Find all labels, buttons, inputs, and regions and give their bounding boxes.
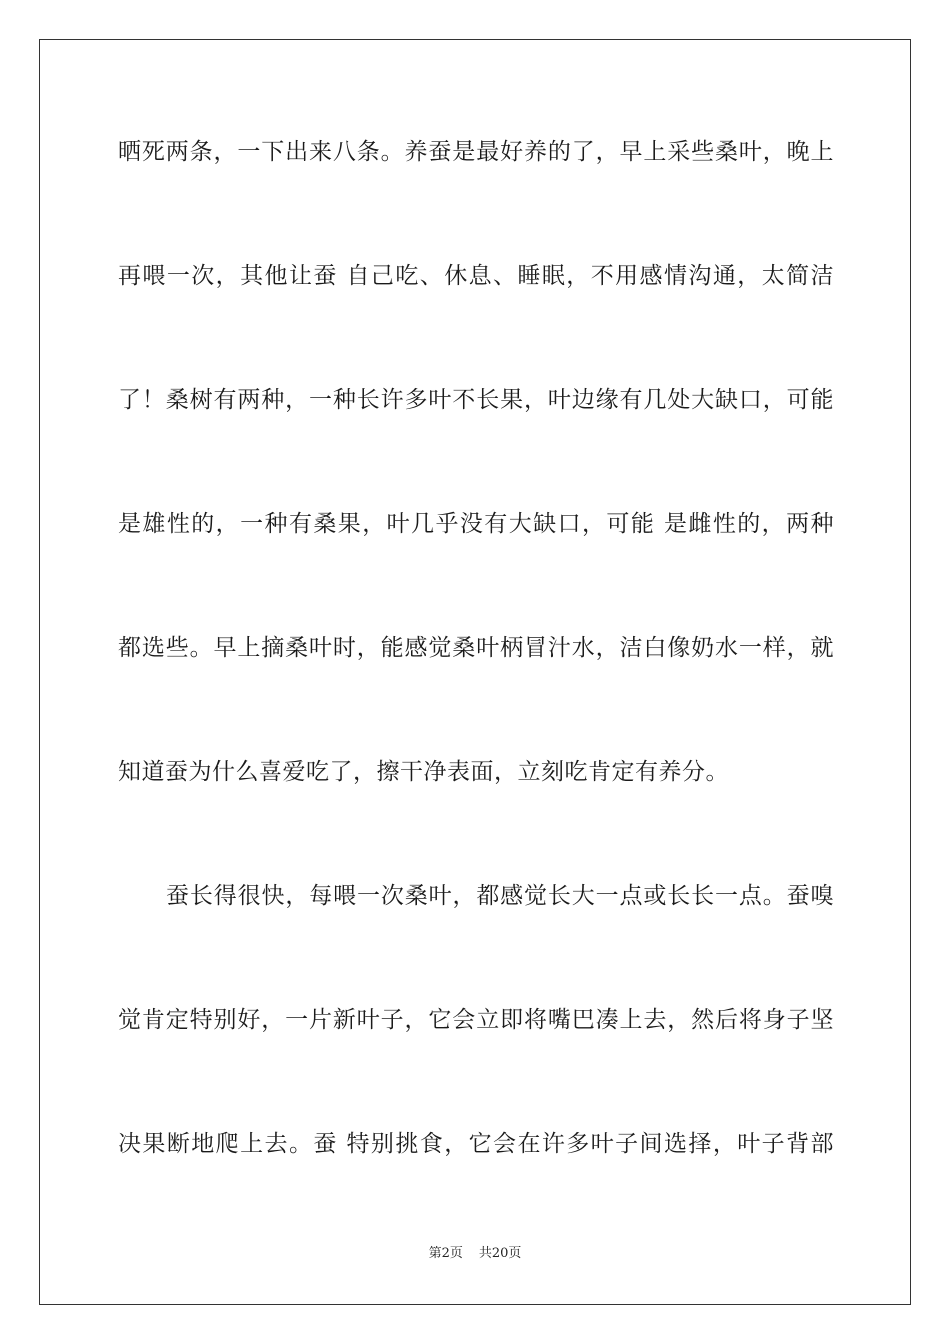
text-line: 都选些。早上摘桑叶时，能感觉桑叶柄冒汁水，洁白像奶水一样，就 bbox=[118, 635, 834, 661]
text-line: 晒死两条，一下出来八条。养蚕是最好养的了，早上采些桑叶，晚上 bbox=[118, 139, 834, 165]
text-line: 再喂一次，其他让蚕 自己吃、休息、睡眠，不用感情沟通，太简洁 bbox=[118, 263, 834, 289]
text-line: 觉肯定特别好，一片新叶子，它会立即将嘴巴凑上去，然后将身子坚 bbox=[118, 1007, 834, 1033]
text-line: 了！桑树有两种，一种长许多叶不长果，叶边缘有几处大缺口，可能 bbox=[118, 387, 834, 413]
text-line: 是雄性的，一种有桑果，叶几乎没有大缺口，可能 是雌性的，两种 bbox=[118, 511, 834, 537]
page-footer bbox=[0, 1244, 950, 1264]
text-line: 决果断地爬上去。蚕 特别挑食，它会在许多叶子间选择，叶子背部 bbox=[118, 1131, 834, 1157]
document-body bbox=[118, 130, 834, 1246]
page-number: 第2页 bbox=[428, 1246, 463, 1261]
page-total: 共20页 bbox=[478, 1246, 522, 1261]
text-line-paragraph-start: 蚕长得很快，每喂一次桑叶，都感觉长大一点或长长一点。蚕嗅 bbox=[166, 883, 834, 909]
text-line: 知道蚕为什么喜爱吃了，擦干净表面，立刻吃肯定有养分。 bbox=[118, 759, 729, 785]
